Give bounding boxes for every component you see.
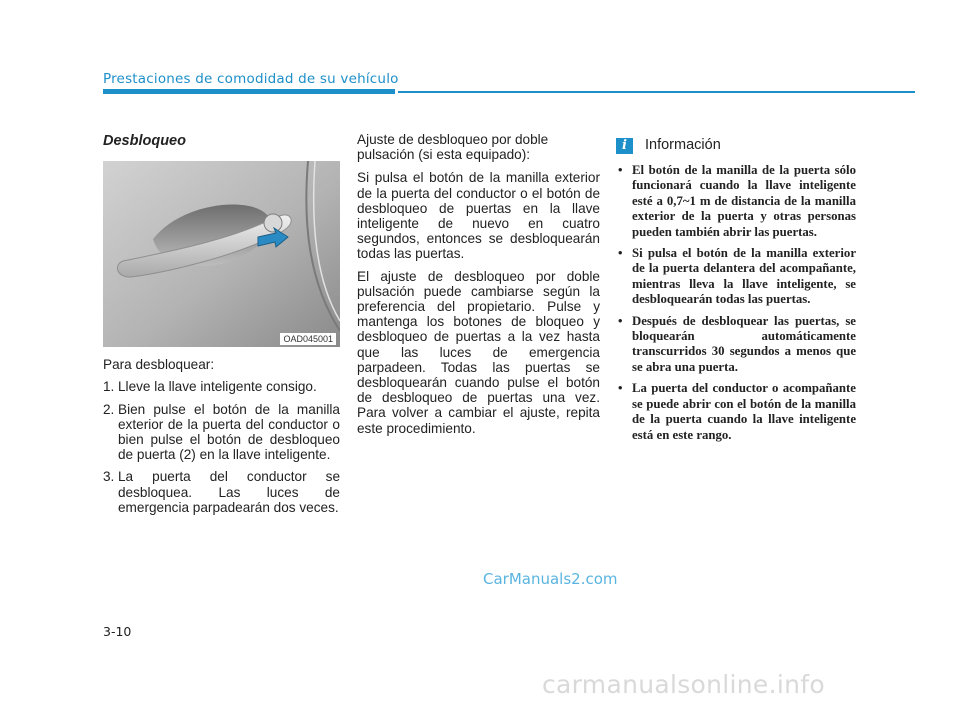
watermark-link[interactable]: CarManuals2.com — [483, 570, 618, 588]
list-item — [616, 246, 856, 308]
bullet: • — [618, 313, 623, 328]
step-number: 3. — [103, 469, 115, 485]
section-heading: Desbloqueo — [103, 133, 186, 149]
bullet: • — [618, 163, 623, 177]
info-list — [616, 163, 856, 443]
info-text: Si pulsa el botón de la manilla exterior de la puerta delantera del acompañante, mientras lleva la llave inteligente, se desbloquearán todas las puertas. — [632, 246, 856, 307]
info-header — [616, 138, 856, 154]
step-text: Bien pulse el botón de la manilla exterior de la puerta del conductor o bien pulse el botón de desbloqueo de puerta (2) en la llave inteligente. — [118, 401, 340, 463]
middle-column — [357, 132, 600, 443]
info-icon: i — [616, 138, 633, 154]
unlock-steps — [103, 379, 340, 515]
list-item — [103, 379, 340, 394]
bullet: • — [618, 246, 623, 261]
info-title: Información — [645, 137, 721, 154]
section-header-title: Prestaciones de comodidad de su vehículo — [103, 71, 399, 87]
info-text: El botón de la manilla de la puerta sólo funcionará cuando la llave inteligente esté a 0,7~1 m de distancia de la manilla exterior de la puerta y otras personas pueden también abrir las puertas. — [632, 163, 856, 239]
door-handle-drawing — [103, 161, 340, 347]
figure-code: OAD045001 — [280, 333, 336, 345]
page-number: 3-10 — [103, 624, 132, 639]
step-number: 2. — [103, 401, 115, 417]
info-text: La puerta del conductor o acompañante se puede abrir con el botón de la manilla de la puerta cuando la llave inteligente está en este rango. — [632, 381, 856, 442]
list-item — [103, 402, 340, 463]
list-item — [103, 469, 340, 515]
watermark-footer: carmanualsonline.info — [542, 670, 825, 699]
list-item — [616, 163, 856, 240]
double-press-subheading: Ajuste de desbloqueo por doble pulsación (si esta equipado): — [357, 132, 549, 163]
step-number: 1. — [103, 379, 115, 395]
bullet: • — [618, 381, 623, 396]
door-handle-illustration — [103, 161, 340, 347]
left-column — [103, 134, 340, 522]
info-text: Después de desbloquear las puertas, se bloquearán automáticamente transcurridos 30 segundos a menos que se abra una puerta. — [632, 313, 856, 374]
info-box — [616, 138, 856, 449]
unlock-intro: Para desbloquear: — [103, 357, 215, 373]
list-item — [616, 381, 856, 443]
paragraph: Si pulsa el botón de la manilla exterior de la puerta del conductor o el botón de desbloqueo de puertas en la llave inteligente de nuevo en cuatro segundos, entonces se desbloquearán todas las puertas. — [357, 170, 600, 262]
header-rule-thick — [103, 89, 395, 94]
paragraph: El ajuste de desbloqueo por doble pulsación puede cambiarse según la preferencia del propietario. Pulse y mantenga los botones de bloqueo y desbloqueo de puertas a la vez hasta que las luces de emergencia parpadeen. Todas las puertas se desbloquearán cuando pulse el botón de desbloqueo de puertas una vez. Para volver a cambiar el ajuste, repita este procedimiento. — [357, 268, 600, 436]
header-rule-thin — [398, 91, 915, 93]
step-text: Lleve la llave inteligente consigo. — [118, 379, 317, 395]
step-text: La puerta del conductor se desbloquea. Las luces de emergencia parpadearán dos veces. — [118, 469, 340, 515]
list-item — [616, 314, 856, 376]
